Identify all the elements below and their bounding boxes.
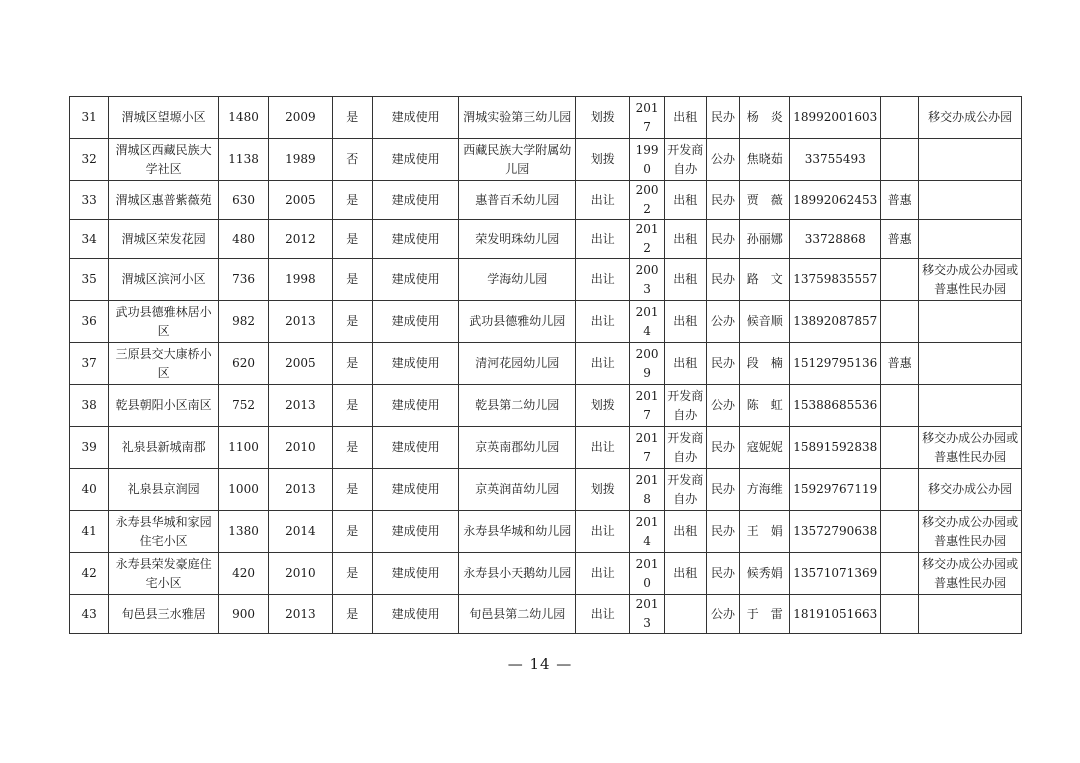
completion-year-cell: 2010 [269, 553, 332, 595]
compliance-cell: 是 [332, 511, 372, 553]
ownership-type-cell: 民办 [706, 469, 739, 511]
contact-person-cell: 焦晓茹 [740, 139, 790, 181]
opening-year-cell: 2017 [630, 97, 664, 139]
community-name-cell: 渭城区惠普紫薇苑 [109, 181, 219, 220]
land-transfer-cell: 划拨 [576, 469, 630, 511]
row-number-cell: 43 [70, 595, 109, 634]
completion-year-cell: 1998 [269, 259, 332, 301]
usage-status-cell: 建成使用 [372, 385, 459, 427]
compliance-cell: 是 [332, 181, 372, 220]
land-transfer-cell: 出让 [576, 343, 630, 385]
contact-person-cell: 陈 虹 [740, 385, 790, 427]
community-name-cell: 礼泉县新城南郡 [109, 427, 219, 469]
phone-number-cell: 15929767119 [790, 469, 881, 511]
contact-person-cell: 杨 炎 [740, 97, 790, 139]
row-number-cell: 35 [70, 259, 109, 301]
table-row [70, 469, 1022, 511]
inclusive-flag-cell [881, 97, 919, 139]
operation-mode-cell: 出租 [664, 181, 706, 220]
community-name-cell: 渭城区滨河小区 [109, 259, 219, 301]
kindergarten-name-cell: 渭城实验第三幼儿园 [459, 97, 576, 139]
ownership-type-cell: 公办 [706, 595, 739, 634]
contact-person-cell: 贾 薇 [740, 181, 790, 220]
inclusive-flag-cell: 普惠 [881, 181, 919, 220]
contact-person-cell: 孙丽娜 [740, 220, 790, 259]
compliance-cell: 是 [332, 301, 372, 343]
land-transfer-cell: 划拨 [576, 385, 630, 427]
page-number: — 14 — [507, 655, 573, 673]
usage-status-cell: 建成使用 [372, 595, 459, 634]
contact-person-cell: 方海维 [740, 469, 790, 511]
kindergarten-name-cell: 清河花园幼儿园 [459, 343, 576, 385]
inclusive-flag-cell: 普惠 [881, 343, 919, 385]
completion-year-cell: 2013 [269, 469, 332, 511]
household-count-cell: 1480 [218, 97, 268, 139]
row-number-cell: 40 [70, 469, 109, 511]
community-name-cell: 渭城区荣发花园 [109, 220, 219, 259]
compliance-cell: 是 [332, 553, 372, 595]
table-row [70, 301, 1022, 343]
opening-year-cell: 2014 [630, 511, 664, 553]
completion-year-cell: 2009 [269, 97, 332, 139]
contact-person-cell: 段 楠 [740, 343, 790, 385]
completion-year-cell: 2013 [269, 301, 332, 343]
rectification-plan-cell [919, 301, 1022, 343]
row-number-cell: 33 [70, 181, 109, 220]
table-row [70, 427, 1022, 469]
operation-mode-cell: 开发商自办 [664, 385, 706, 427]
community-name-cell: 渭城区望塬小区 [109, 97, 219, 139]
rectification-plan-cell: 移交办成公办园 [919, 97, 1022, 139]
usage-status-cell: 建成使用 [372, 511, 459, 553]
rectification-plan-cell: 移交办成公办园 [919, 469, 1022, 511]
phone-number-cell: 15129795136 [790, 343, 881, 385]
opening-year-cell: 2003 [630, 259, 664, 301]
contact-person-cell: 王 娟 [740, 511, 790, 553]
opening-year-cell: 1990 [630, 139, 664, 181]
table-row [70, 511, 1022, 553]
community-name-cell: 武功县德雅林居小区 [109, 301, 219, 343]
kindergarten-name-cell: 武功县德雅幼儿园 [459, 301, 576, 343]
inclusive-flag-cell [881, 385, 919, 427]
operation-mode-cell: 出租 [664, 220, 706, 259]
land-transfer-cell: 出让 [576, 595, 630, 634]
inclusive-flag-cell [881, 139, 919, 181]
inclusive-flag-cell [881, 469, 919, 511]
kindergarten-name-cell: 荣发明珠幼儿园 [459, 220, 576, 259]
ownership-type-cell: 民办 [706, 343, 739, 385]
ownership-type-cell: 民办 [706, 553, 739, 595]
phone-number-cell: 33728868 [790, 220, 881, 259]
kindergarten-name-cell: 乾县第二幼儿园 [459, 385, 576, 427]
kindergarten-name-cell: 旬邑县第二幼儿园 [459, 595, 576, 634]
phone-number-cell: 15891592838 [790, 427, 881, 469]
community-name-cell: 乾县朝阳小区南区 [109, 385, 219, 427]
row-number-cell: 39 [70, 427, 109, 469]
completion-year-cell: 2005 [269, 343, 332, 385]
compliance-cell: 是 [332, 259, 372, 301]
household-count-cell: 620 [218, 343, 268, 385]
household-count-cell: 736 [218, 259, 268, 301]
opening-year-cell: 2012 [630, 220, 664, 259]
opening-year-cell: 2009 [630, 343, 664, 385]
table-row [70, 181, 1022, 220]
compliance-cell: 是 [332, 469, 372, 511]
operation-mode-cell: 出租 [664, 343, 706, 385]
kindergarten-name-cell: 永寿县华城和幼儿园 [459, 511, 576, 553]
usage-status-cell: 建成使用 [372, 259, 459, 301]
inclusive-flag-cell [881, 301, 919, 343]
land-transfer-cell: 出让 [576, 301, 630, 343]
rectification-plan-cell: 移交办成公办园或普惠性民办园 [919, 259, 1022, 301]
rectification-plan-cell [919, 343, 1022, 385]
compliance-cell: 是 [332, 343, 372, 385]
land-transfer-cell: 出让 [576, 511, 630, 553]
operation-mode-cell: 开发商自办 [664, 139, 706, 181]
inclusive-flag-cell: 普惠 [881, 220, 919, 259]
row-number-cell: 36 [70, 301, 109, 343]
completion-year-cell: 2005 [269, 181, 332, 220]
inclusive-flag-cell [881, 259, 919, 301]
household-count-cell: 900 [218, 595, 268, 634]
usage-status-cell: 建成使用 [372, 469, 459, 511]
phone-number-cell: 13571071369 [790, 553, 881, 595]
opening-year-cell: 2010 [630, 553, 664, 595]
completion-year-cell: 2013 [269, 385, 332, 427]
row-number-cell: 42 [70, 553, 109, 595]
row-number-cell: 32 [70, 139, 109, 181]
row-number-cell: 34 [70, 220, 109, 259]
usage-status-cell: 建成使用 [372, 427, 459, 469]
rectification-plan-cell [919, 139, 1022, 181]
compliance-cell: 否 [332, 139, 372, 181]
ownership-type-cell: 民办 [706, 220, 739, 259]
operation-mode-cell: 出租 [664, 553, 706, 595]
community-name-cell: 渭城区西藏民族大学社区 [109, 139, 219, 181]
kindergarten-name-cell: 惠普百禾幼儿园 [459, 181, 576, 220]
operation-mode-cell: 出租 [664, 259, 706, 301]
community-name-cell: 礼泉县京润园 [109, 469, 219, 511]
community-name-cell: 永寿县华城和家园住宅小区 [109, 511, 219, 553]
phone-number-cell: 13892087857 [790, 301, 881, 343]
operation-mode-cell [664, 595, 706, 634]
community-name-cell: 永寿县荣发豪庭住宅小区 [109, 553, 219, 595]
contact-person-cell: 候秀娟 [740, 553, 790, 595]
phone-number-cell: 13759835557 [790, 259, 881, 301]
rectification-plan-cell: 移交办成公办园或普惠性民办园 [919, 553, 1022, 595]
row-number-cell: 38 [70, 385, 109, 427]
operation-mode-cell: 出租 [664, 97, 706, 139]
rectification-plan-cell [919, 181, 1022, 220]
table-row [70, 220, 1022, 259]
usage-status-cell: 建成使用 [372, 220, 459, 259]
operation-mode-cell: 出租 [664, 301, 706, 343]
compliance-cell: 是 [332, 427, 372, 469]
table-row [70, 385, 1022, 427]
row-number-cell: 37 [70, 343, 109, 385]
household-count-cell: 1138 [218, 139, 268, 181]
community-name-cell: 旬邑县三水雅居 [109, 595, 219, 634]
kindergarten-name-cell: 永寿县小天鹅幼儿园 [459, 553, 576, 595]
completion-year-cell: 1989 [269, 139, 332, 181]
operation-mode-cell: 开发商自办 [664, 469, 706, 511]
contact-person-cell: 于 雷 [740, 595, 790, 634]
completion-year-cell: 2010 [269, 427, 332, 469]
usage-status-cell: 建成使用 [372, 181, 459, 220]
household-count-cell: 982 [218, 301, 268, 343]
ownership-type-cell: 民办 [706, 181, 739, 220]
row-number-cell: 31 [70, 97, 109, 139]
table-body [70, 97, 1022, 634]
land-transfer-cell: 出让 [576, 553, 630, 595]
ownership-type-cell: 公办 [706, 139, 739, 181]
table-row [70, 97, 1022, 139]
kindergarten-name-cell: 京英南郡幼儿园 [459, 427, 576, 469]
ownership-type-cell: 民办 [706, 427, 739, 469]
community-name-cell: 三原县交大康桥小区 [109, 343, 219, 385]
land-transfer-cell: 出让 [576, 220, 630, 259]
ownership-type-cell: 公办 [706, 301, 739, 343]
kindergarten-name-cell: 学海幼儿园 [459, 259, 576, 301]
phone-number-cell: 18992001603 [790, 97, 881, 139]
operation-mode-cell: 出租 [664, 511, 706, 553]
phone-number-cell: 18191051663 [790, 595, 881, 634]
usage-status-cell: 建成使用 [372, 301, 459, 343]
completion-year-cell: 2013 [269, 595, 332, 634]
ownership-type-cell: 民办 [706, 97, 739, 139]
usage-status-cell: 建成使用 [372, 97, 459, 139]
kindergarten-name-cell: 西藏民族大学附属幼儿园 [459, 139, 576, 181]
row-number-cell: 41 [70, 511, 109, 553]
inclusive-flag-cell [881, 595, 919, 634]
opening-year-cell: 2013 [630, 595, 664, 634]
phone-number-cell: 18992062453 [790, 181, 881, 220]
household-count-cell: 1380 [218, 511, 268, 553]
land-transfer-cell: 出让 [576, 259, 630, 301]
household-count-cell: 1100 [218, 427, 268, 469]
inclusive-flag-cell [881, 511, 919, 553]
opening-year-cell: 2002 [630, 181, 664, 220]
contact-person-cell: 候音顺 [740, 301, 790, 343]
table-row [70, 343, 1022, 385]
household-count-cell: 752 [218, 385, 268, 427]
rectification-plan-cell: 移交办成公办园或普惠性民办园 [919, 427, 1022, 469]
rectification-plan-cell [919, 595, 1022, 634]
land-transfer-cell: 划拨 [576, 139, 630, 181]
completion-year-cell: 2012 [269, 220, 332, 259]
rectification-plan-cell: 移交办成公办园或普惠性民办园 [919, 511, 1022, 553]
rectification-plan-cell [919, 385, 1022, 427]
household-count-cell: 420 [218, 553, 268, 595]
inclusive-flag-cell [881, 553, 919, 595]
usage-status-cell: 建成使用 [372, 553, 459, 595]
opening-year-cell: 2014 [630, 301, 664, 343]
household-count-cell: 630 [218, 181, 268, 220]
table-row [70, 139, 1022, 181]
rectification-plan-cell [919, 220, 1022, 259]
land-transfer-cell: 划拨 [576, 97, 630, 139]
ownership-type-cell: 公办 [706, 385, 739, 427]
phone-number-cell: 15388685536 [790, 385, 881, 427]
completion-year-cell: 2014 [269, 511, 332, 553]
household-count-cell: 1000 [218, 469, 268, 511]
table-row [70, 595, 1022, 634]
usage-status-cell: 建成使用 [372, 343, 459, 385]
ownership-type-cell: 民办 [706, 259, 739, 301]
opening-year-cell: 2018 [630, 469, 664, 511]
land-transfer-cell: 出让 [576, 181, 630, 220]
opening-year-cell: 2017 [630, 427, 664, 469]
phone-number-cell: 33755493 [790, 139, 881, 181]
phone-number-cell: 13572790638 [790, 511, 881, 553]
inclusive-flag-cell [881, 427, 919, 469]
operation-mode-cell: 开发商自办 [664, 427, 706, 469]
contact-person-cell: 路 文 [740, 259, 790, 301]
ownership-type-cell: 民办 [706, 511, 739, 553]
usage-status-cell: 建成使用 [372, 139, 459, 181]
opening-year-cell: 2017 [630, 385, 664, 427]
community-kindergarten-table [69, 96, 1022, 634]
land-transfer-cell: 出让 [576, 427, 630, 469]
compliance-cell: 是 [332, 220, 372, 259]
household-count-cell: 480 [218, 220, 268, 259]
table-row [70, 553, 1022, 595]
contact-person-cell: 寇妮妮 [740, 427, 790, 469]
compliance-cell: 是 [332, 97, 372, 139]
table-row [70, 259, 1022, 301]
kindergarten-name-cell: 京英润苗幼儿园 [459, 469, 576, 511]
compliance-cell: 是 [332, 595, 372, 634]
compliance-cell: 是 [332, 385, 372, 427]
